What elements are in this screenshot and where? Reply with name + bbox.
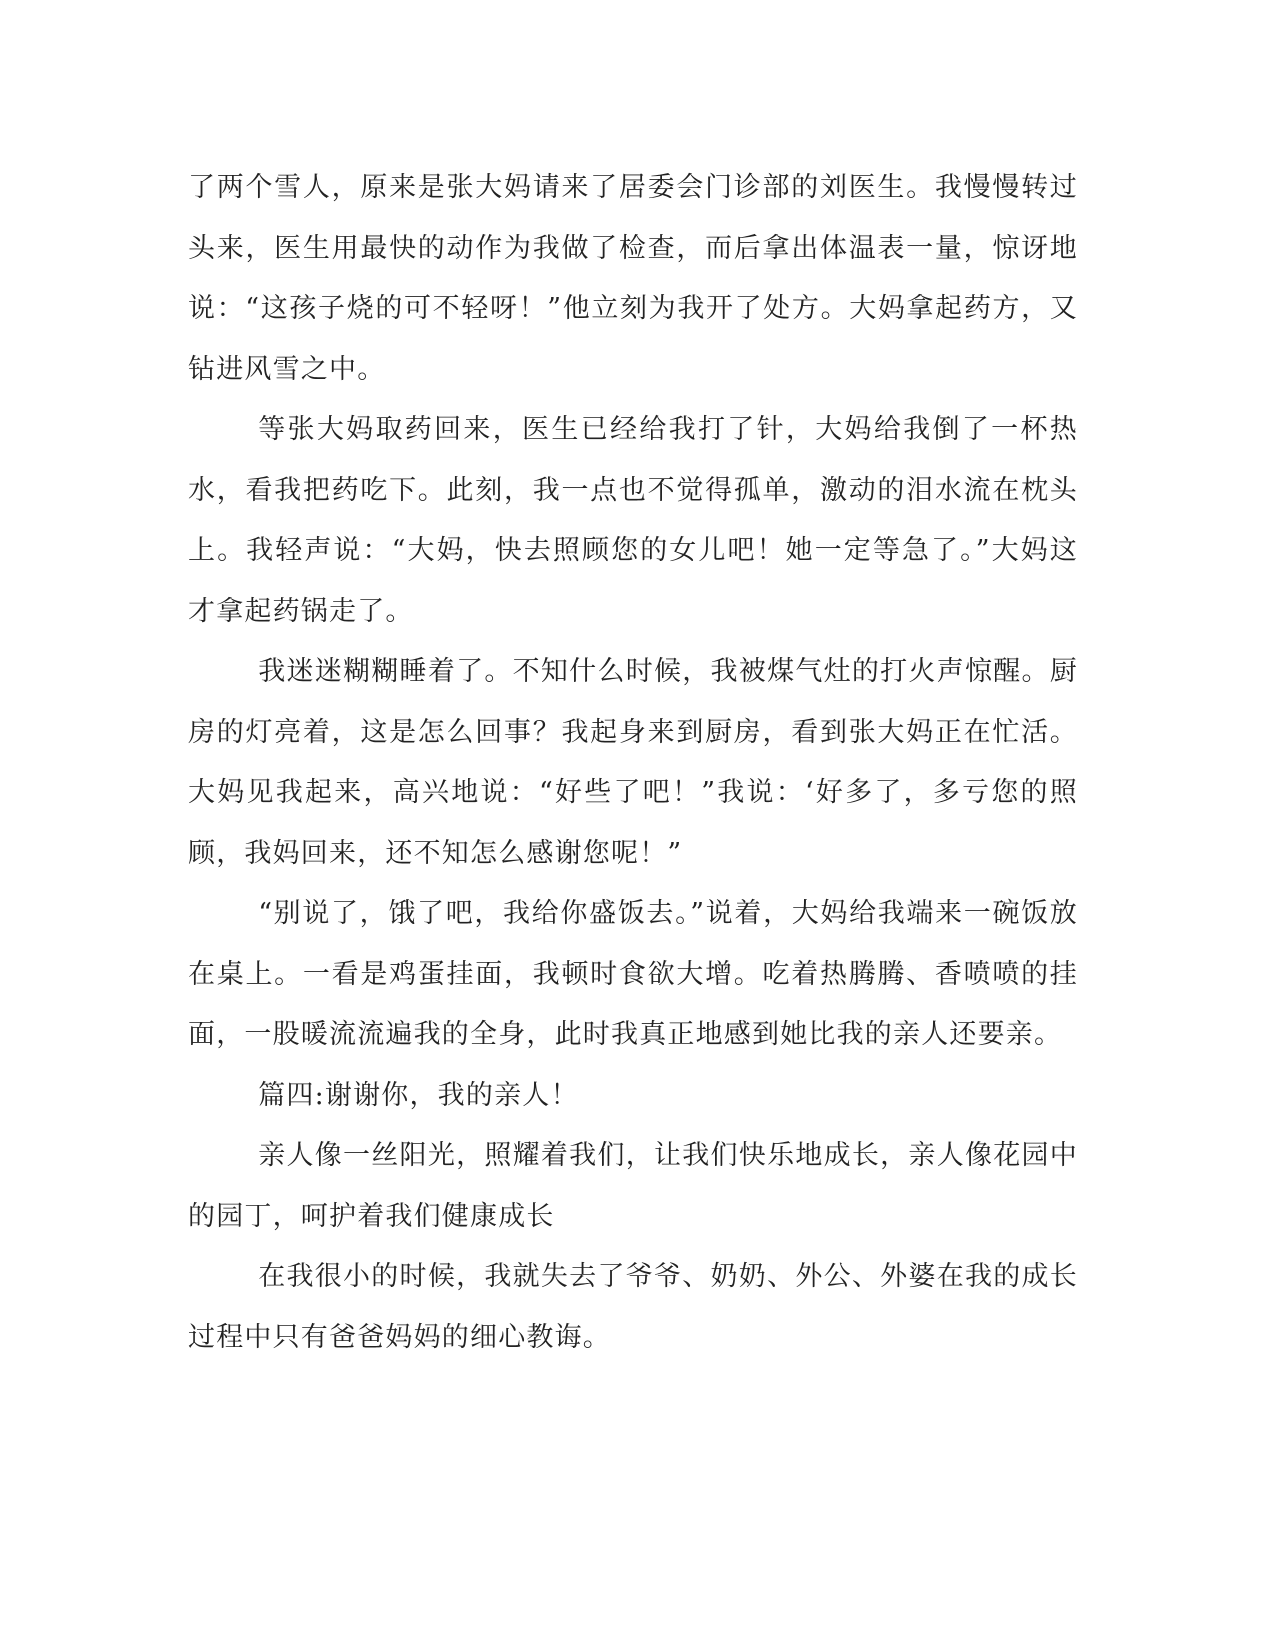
paragraph: 我迷迷糊糊睡着了。不知什么时候，我被煤气灶的打火声惊醒。厨房的灯亮着，这是怎么回事？我起身来到厨房，看到张大妈正在忙活。大妈见我起来，高兴地说：“好些了吧！”我说：‘好多了，多亏您的照顾，我妈回来，还不知怎么感谢您呢！” <box>188 656 1078 869</box>
paragraph: 在我很小的时候，我就失去了爷爷、奶奶、外公、外婆在我的成长过程中只有爸爸妈妈的细心教诲。 <box>188 1261 1078 1353</box>
document-body <box>188 158 1078 1368</box>
paragraph: 了两个雪人，原来是张大妈请来了居委会门诊部的刘医生。我慢慢转过头来，医生用最快的动作为我做了检查，而后拿出体温表一量，惊讶地说：“这孩子烧的可不轻呀！”他立刻为我开了处方。大妈拿起药方，又钻进风雪之中。 <box>188 172 1078 385</box>
paragraph: “别说了，饿了吧，我给你盛饭去。”说着，大妈给我端来一碗饭放在桌上。一看是鸡蛋挂面，我顿时食欲大增。吃着热腾腾、香喷喷的挂面，一股暖流流遍我的全身，此时我真正地感到她比我的亲人还要亲。 <box>188 898 1078 1050</box>
section-heading: 篇四:谢谢你，我的亲人！ <box>258 1079 579 1111</box>
paragraph: 亲人像一丝阳光，照耀着我们，让我们快乐地成长，亲人像花园中的园丁，呵护着我们健康成长 <box>188 1140 1078 1232</box>
paragraph: 等张大妈取药回来，医生已经给我打了针，大妈给我倒了一杯热水，看我把药吃下。此刻，我一点也不觉得孤单，激动的泪水流在枕头上。我轻声说：“大妈，快去照顾您的女儿吧！她一定等急了。”大妈这才拿起药锅走了。 <box>188 414 1078 627</box>
